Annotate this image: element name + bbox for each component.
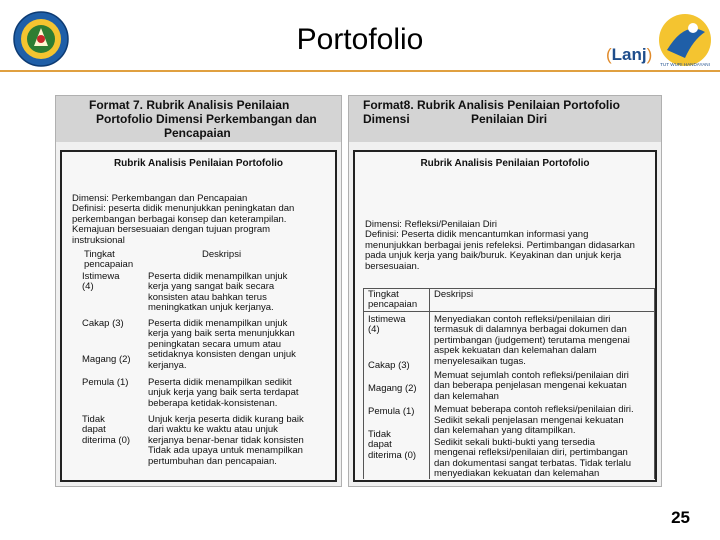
right-row-level: Istimewa (4) — [368, 314, 406, 336]
left-row-level: Istimewa (4) — [82, 271, 120, 293]
left-row-level: Pemula (1) — [82, 377, 129, 388]
left-rubric-panel — [55, 95, 342, 487]
right-intro-line: Definisi: Peserta didik mencantumkan informasi yang — [365, 229, 589, 241]
right-rubric-panel — [348, 95, 662, 487]
right-row-desc: Sedikit sekali bukti-bukti yang tersedia mengenai refleksi/penilaian diri, pertimbangan dan dokumentasi sangat terbatas. Tidak terlalu menyediakan kekuatan dan kelemahan — [434, 438, 631, 478]
right-row-level: Magang (2) — [368, 383, 417, 394]
right-col-header-level: Tingkat pencapaian — [368, 289, 418, 311]
left-header-line-3: Pencapaian — [164, 126, 231, 140]
left-header-line-2: Portofolio Dimensi Perkembangan dan — [96, 112, 317, 126]
lanj-close: ) — [646, 45, 653, 64]
right-table-header-line — [364, 311, 654, 312]
right-row-level: Tidak dapat diterima (0) — [368, 429, 417, 461]
left-intro — [72, 194, 332, 246]
logo-right-text: TUT WURI HANDAYANI — [660, 62, 710, 67]
left-header-line-1: Format 7. Rubrik Analisis Penilaian — [89, 98, 290, 112]
left-intro-line: Kemajuan bersesuaian dengan tujuan program — [72, 224, 271, 236]
right-row-level: Cakap (3) — [368, 360, 410, 371]
left-intro-line: instruksional — [72, 234, 125, 246]
right-rubric-table — [363, 288, 655, 479]
right-row-desc: Memuat beberapa contoh refleksi/penilaian diri. — [434, 404, 634, 415]
right-inner-title: Rubrik Analisis Penilaian Portofolio — [420, 158, 590, 169]
right-intro-line: pada unjuk kerja yang baik/buruk. Keyakinan dan unjuk kerja — [365, 250, 622, 262]
right-row-desc: Menyediakan contoh refleksi/penilaian diri termasuk di dalamnya berbagai dokumen dan pertimbangan (judgement) terutama mengenai aspek kekuatan dan kelemahan dalam menyelesaikan tugas. — [434, 314, 630, 367]
right-row-desc: Memuat sejumlah contoh refleksi/penilaian diri dan beberapa penjelasan mengenai kekuatan dan kelemahan — [434, 370, 629, 402]
title-underline — [0, 70, 720, 72]
right-table-divider — [429, 289, 430, 479]
lanj-open: ( — [606, 45, 612, 64]
slide-title: Portofolio — [296, 23, 424, 56]
right-col-header-desc: Deskripsi — [434, 289, 474, 300]
left-row-level: Cakap (3) — [82, 318, 124, 329]
left-row-level: Tidak dapat diterima (0) — [82, 414, 131, 446]
right-intro-line: bersesuaian. — [365, 260, 420, 272]
lanj-text: Lanj — [611, 45, 647, 64]
right-rubric-box — [353, 150, 657, 482]
left-row-desc: Unjuk kerja peserta didik kurang baik dari waktu ke waktu atau unjuk kerjanya benar-benar tidak konsisten Tidak ada upaya untuk menampilkan pertumbuhan dan pencapaian. — [148, 414, 304, 467]
left-intro-line: perkembangan berbagai konsep dan keterampilan. — [72, 213, 287, 225]
ministry-emblem-icon — [12, 10, 70, 68]
left-inner-title: Rubrik Analisis Penilaian Portofolio — [113, 158, 284, 169]
left-row-desc: Peserta didik menampilkan unjuk kerja yang sangat baik secara konsisten atau bahkan terus meningkatkan unjuk kerjanya. — [148, 271, 288, 314]
right-panel-header — [349, 96, 661, 142]
right-row-level: Pemula (1) — [368, 406, 415, 417]
left-row-desc: Peserta didik menampilkan sedikit unjuk kerja yang baik serta terdapat beberapa ketidak-konsistenan. — [148, 377, 299, 409]
right-header-line-2: Penilaian Diri — [471, 112, 548, 126]
right-intro — [365, 220, 653, 272]
left-col-header-desc: Deskripsi — [202, 249, 242, 260]
page-number: 25 — [671, 508, 690, 527]
right-row-desc: Sedikit sekali penjelasan mengenai kekuatan dan kelemahan yang ditampilkan. — [434, 415, 624, 437]
left-panel-header — [56, 96, 341, 142]
left-rubric-box — [60, 150, 337, 482]
right-header-line-1: Format8. Rubrik Analisis Penilaian Portofolio Dimensi — [363, 98, 620, 126]
continued-label — [606, 45, 652, 65]
left-col-header-level: Tingkat pencapaian — [84, 249, 134, 271]
tut-wuri-handayani-logo-icon — [655, 10, 715, 70]
left-row-level: Magang (2) — [82, 354, 131, 365]
right-intro-line: Dimensi: Refleksi/Penilaian Diri — [365, 219, 497, 230]
left-intro-line: Definisi: peserta didik menunjukkan peningkatan dan — [72, 203, 295, 215]
left-intro-line: Dimensi: Perkembangan dan Pencapaian — [72, 193, 248, 204]
left-row-desc: Peserta didik menampilkan unjuk kerja yang baik serta menunjukkan peningkatan secara umum atau setidaknya konsisten dengan unjuk kerjanya. — [148, 318, 296, 371]
right-intro-line: menunjukkan berbagai jenis refeleksi. Pertimbangan didasarkan — [365, 239, 635, 251]
